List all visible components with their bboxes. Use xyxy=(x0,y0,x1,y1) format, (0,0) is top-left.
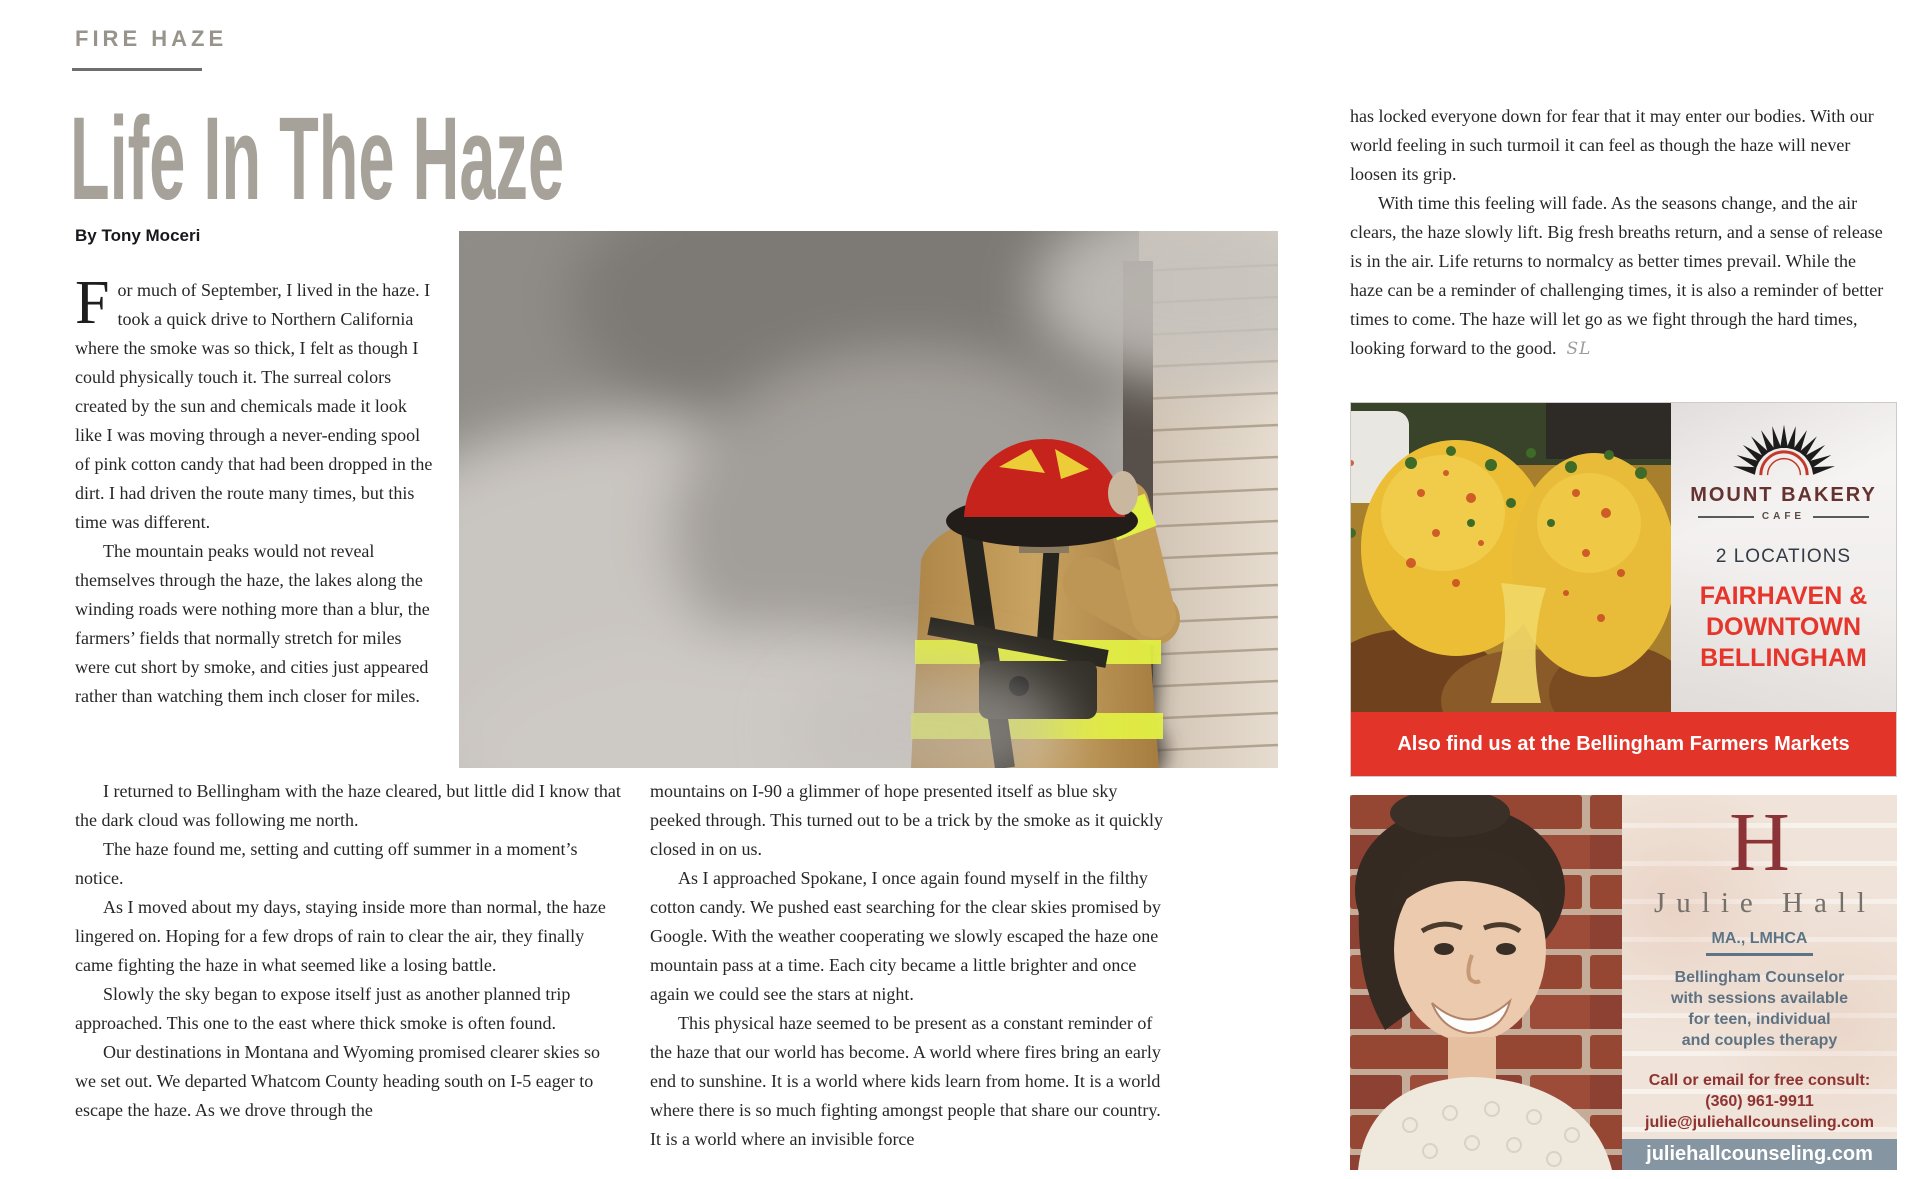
counselor-contact: Call or email for free consult: (360) 961-9911 julie@juliehallcounseling.com xyxy=(1622,1070,1897,1133)
mount-bakery-ad xyxy=(1350,402,1897,777)
byline: By Tony Moceri xyxy=(75,226,201,245)
article-column-2 xyxy=(75,777,623,1125)
paragraph: For much of September, I lived in the haze. I took a quick drive to Northern California where the smoke was so thick, I felt as though I could physically touch it. The surreal colors created by the sun and chemicals made it look like I was moving through a never-ending spool of pink cotton candy that had been dropped in the dirt. I had driven the route many times, but this time was different. xyxy=(75,269,433,532)
portrait-photo xyxy=(1350,795,1622,1170)
section-kicker: FIRE HAZE xyxy=(75,26,228,51)
page-title: Life In The Haze xyxy=(70,93,565,225)
julie-hall-ad xyxy=(1350,795,1897,1170)
article-column-1 xyxy=(75,269,433,711)
paragraph: mountains on I-90 a glimmer of hope presented itself as blue sky peeked through. This turned out to be a trick by the smoke as it quickly closed in on us. xyxy=(650,781,1164,859)
julie-hall-panel xyxy=(1622,795,1897,1170)
rule-left xyxy=(1698,516,1754,518)
kicker-underline xyxy=(72,68,202,71)
drop-cap: F xyxy=(75,269,110,337)
phone-number: (360) 961-9911 xyxy=(1705,1092,1814,1110)
paragraph: The haze found me, setting and cutting off summer in a moment’s notice. xyxy=(75,839,578,888)
locations-count: 2 LOCATIONS xyxy=(1715,546,1852,567)
monogram-h: H xyxy=(1729,796,1790,889)
paragraph: As I approached Spokane, I once again found myself in the filthy cotton candy. We pushed east searching for the clear skies promised by Google. With the weather cooperating we slowly escaped the haze one mountain pass at a time. Each city became a little brighter and once again we could see the stars at night. xyxy=(650,868,1161,1004)
firefighter-photo xyxy=(459,231,1278,768)
bakery-brand-name: MOUNT BAKERY xyxy=(1690,484,1877,506)
locations-names: FAIRHAVEN & DOWNTOWN BELLINGHAM xyxy=(1699,582,1868,672)
firefighter-photo-illustration xyxy=(459,231,1278,768)
paragraph: has locked everyone down for fear that it may enter our bodies. With our world feeling in such turmoil it can feel as though the haze will never loosen its grip. xyxy=(1350,106,1874,184)
mount-bakery-ad-top xyxy=(1351,403,1896,712)
paragraph: Our destinations in Montana and Wyoming promised clearer skies so we set out. We departed Whatcom County heading south on I-5 eager to escape the haze. As we drove through the xyxy=(75,1042,600,1120)
paragraph: Slowly the sky began to expose itself just as another planned trip approached. This one to the east where thick smoke is often found. xyxy=(75,984,571,1033)
counselor-credentials: MA., LMHCA xyxy=(1706,930,1814,956)
counselor-website: juliehallcounseling.com xyxy=(1622,1139,1897,1170)
counselor-description: Bellingham Counselor with sessions available for teen, individual and couples therapy xyxy=(1671,968,1848,1049)
article-column-3 xyxy=(650,777,1165,1154)
bakery-brand-sub: CAFE xyxy=(1761,511,1806,522)
mount-bakery-panel xyxy=(1671,403,1896,712)
paragraph: As I moved about my days, staying inside more than normal, the haze lingered on. Hoping for a few drops of rain to clear the air, they finally came fighting the haze in what seemed like a losing battle. xyxy=(75,897,606,975)
sunburst-icon xyxy=(1724,419,1844,477)
end-mark: SL xyxy=(1566,339,1592,359)
bakery-banner: Also find us at the Bellingham Farmers Markets xyxy=(1351,712,1896,776)
article-column-4 xyxy=(1350,102,1892,364)
paragraph: I returned to Bellingham with the haze cleared, but little did I know that the dark cloud was following me north. xyxy=(75,781,621,830)
email-address: julie@juliehallcounseling.com xyxy=(1645,1113,1874,1131)
food-photo xyxy=(1351,403,1671,712)
paragraph: The mountain peaks would not reveal themselves through the haze, the lakes along the winding roads were nothing more than a blur, the farmers’ fields that normally stretch for miles were cut short by smoke, and cities just appeared rather than watching them inch closer for miles. xyxy=(75,541,430,706)
paragraph: This physical haze seemed to be present as a constant reminder of the haze that our world has become. A world where fires bring an early end to sunshine. It is a world where kids learn from home. It is a world where there is so much fighting amongst people that share our country. It is a world where an invisible force xyxy=(650,1013,1161,1149)
paragraph: With time this feeling will fade. As the seasons change, and the air clears, the haze slowly lift. Big fresh breaths return, and a sense of release is in the air. Life returns to normalcy as better times prevail. While the haze can be a reminder of challenging times, it is also a reminder of better times to come. The haze will let go as we fight through the hard times, looking forward to the good. SL xyxy=(1350,193,1884,359)
bakery-brand-sub-row xyxy=(1671,511,1896,522)
rule-right xyxy=(1813,516,1869,518)
counselor-name: Julie Hall xyxy=(1654,886,1876,919)
